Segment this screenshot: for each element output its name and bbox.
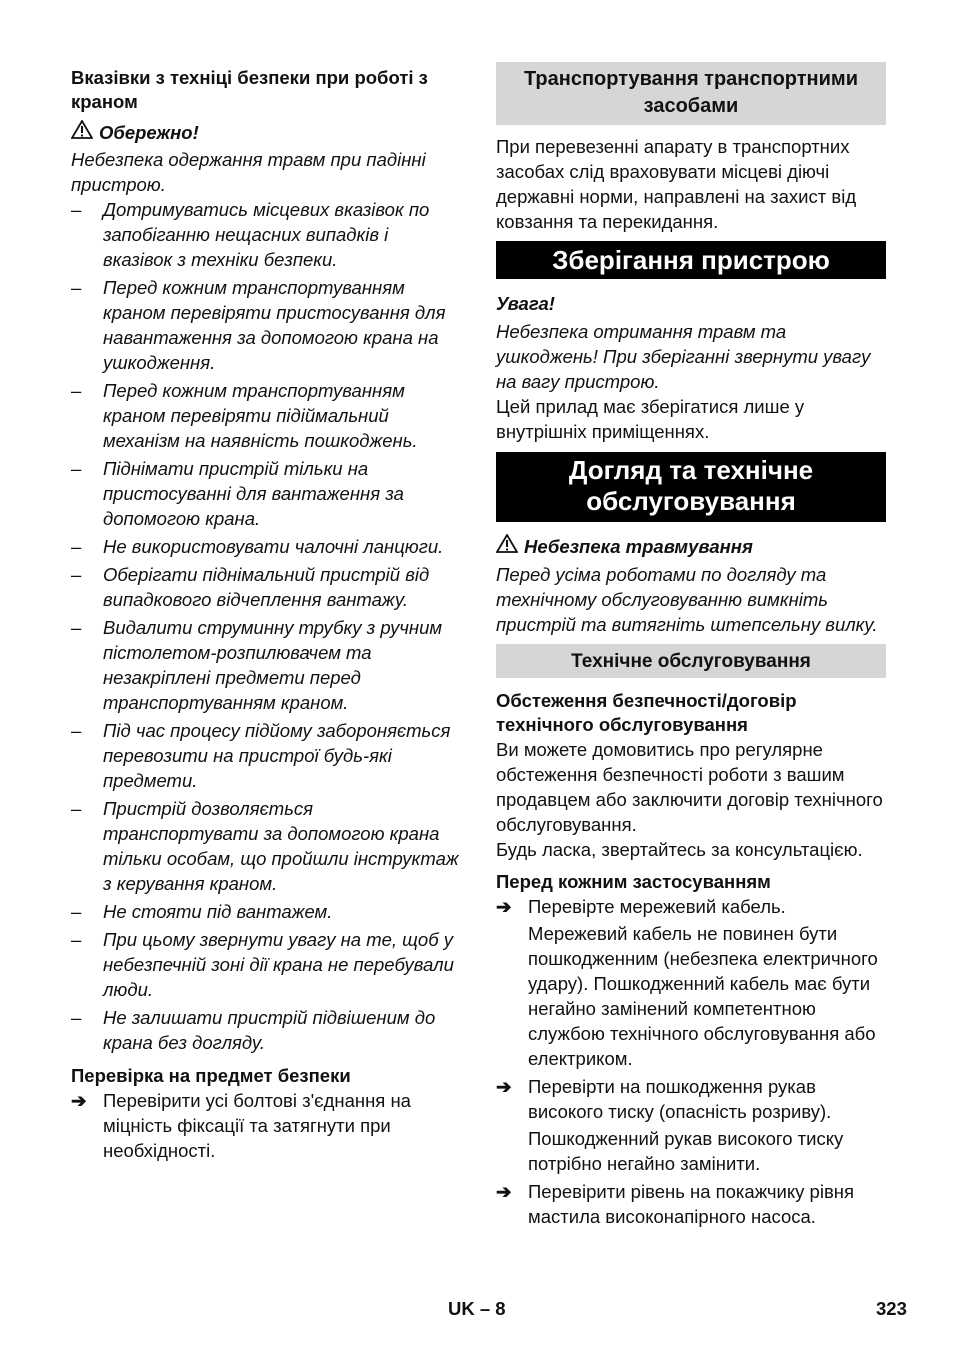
before-use-list xyxy=(496,894,886,1229)
before-use-heading: Перед кожним застосуванням xyxy=(496,871,771,892)
list-item xyxy=(71,927,461,1002)
transport-text: При перевезенні апарату в транспортних засобах слід враховувати місцеві діючі державні норми, направлені на захист від ковзання та перекидання. xyxy=(496,136,857,232)
safety-check-heading: Перевірка на предмет безпеки xyxy=(71,1065,351,1086)
safety-check-list xyxy=(71,1088,461,1163)
arrow-right-icon: ➔ xyxy=(496,1181,512,1202)
step-text: Перевірте мережевий кабель. xyxy=(528,896,786,917)
list-item-text: Піднімати пристрій тільки на пристосуванні для вантаження за допомогою крана. xyxy=(103,458,404,529)
list-item-text: Не використовувати чалочні ланцюги. xyxy=(103,536,444,557)
dash-bullet: – xyxy=(71,901,82,922)
list-item xyxy=(71,615,461,715)
step-detail: Пошкодженний рукав високого тиску потрібно негайно замінити. xyxy=(528,1128,844,1174)
step-detail: Мережевий кабель не повинен бути пошкодженним (небезпека електричного удару). Пошкодженний кабель має бути негайно замінений компетентною службою технічного обслуговування або електриком. xyxy=(528,923,878,1069)
caution-text: Небезпека одержання травм при падінні пристрою. xyxy=(71,149,426,195)
list-item xyxy=(71,1005,461,1055)
crane-safety-heading: Вказівки з техніці безпеки при роботі з краном xyxy=(71,67,428,112)
storage-heading: Зберігання пристрою xyxy=(496,241,886,279)
dash-bullet: – xyxy=(71,380,82,401)
list-item xyxy=(71,718,461,793)
dash-bullet: – xyxy=(71,617,82,638)
list-item xyxy=(71,456,461,531)
care-heading: Догляд та технічне обслуговування xyxy=(496,452,886,522)
dash-bullet: – xyxy=(71,536,82,557)
left-column xyxy=(71,62,461,1163)
dash-bullet: – xyxy=(71,798,82,819)
step-text: Перевірти на пошкодження рукав високого тиску (опасність розриву). xyxy=(528,1076,832,1122)
page-footer-label: UK – 8 xyxy=(448,1298,506,1319)
dash-bullet: – xyxy=(71,277,82,298)
arrow-right-icon: ➔ xyxy=(496,1076,512,1097)
list-item xyxy=(71,197,461,272)
list-item-text: Перед кожним транспортуванням краном перевіряти пристосування для навантаження за допомогою крана на ушкодження. xyxy=(103,277,446,373)
page-number: 323 xyxy=(876,1298,907,1319)
transport-heading: Транспортування транспортними засобами xyxy=(496,62,886,125)
dash-bullet: – xyxy=(71,564,82,585)
list-item-text: Під час процесу підйому забороняється перевозити на пристрої будь-які предмети. xyxy=(103,720,451,791)
list-item-text: Видалити струминну трубку з ручним пістолетом-розпилювачем та незакріплені предмети перед транспортуванням краном. xyxy=(103,617,443,713)
list-item xyxy=(71,899,461,924)
storage-text: Цей прилад має зберігатися лише у внутрішніх приміщеннях. xyxy=(496,396,805,442)
list-item xyxy=(71,562,461,612)
list-item xyxy=(71,378,461,453)
safety-inspection-text-2: Будь ласка, звертайтесь за консультацією. xyxy=(496,839,863,860)
list-item xyxy=(496,1179,886,1229)
injury-line xyxy=(496,534,886,559)
caution-label: Обережно! xyxy=(99,122,199,143)
list-item xyxy=(71,534,461,559)
dash-bullet: – xyxy=(71,199,82,220)
dash-bullet: – xyxy=(71,720,82,741)
list-item-text: Пристрій дозволяється транспортувати за допомогою крана тільки особам, що пройшли інструктаж з керування краном. xyxy=(103,798,459,894)
step-text: Перевірити рівень на покажчику рівня мастила високонапірного насоса. xyxy=(528,1181,855,1227)
safety-inspection-text: Ви можете домовитись про регулярне обстеження безпечності роботи з вашим продавцем або заключити договір технічного обслуговування. xyxy=(496,739,883,835)
list-item-text: Не залишати пристрій підвішеним до крана без догляду. xyxy=(103,1007,436,1053)
list-item-text: Перед кожним транспортуванням краном перевіряти підіймальний механізм на наявність пошкоджень. xyxy=(103,380,418,451)
dash-bullet: – xyxy=(71,1007,82,1028)
list-item xyxy=(71,796,461,896)
attention-text: Небезпека отримання травм та ушкоджень! При зберіганні звернути увагу на вагу пристрою. xyxy=(496,321,871,392)
list-item-text: При цьому звернути увагу на те, щоб у небезпечній зоні дії крана не перебували люди. xyxy=(103,929,454,1000)
maintenance-heading: Технічне обслуговування xyxy=(496,644,886,678)
crane-safety-list xyxy=(71,197,461,1055)
arrow-right-icon: ➔ xyxy=(71,1090,87,1111)
attention-label: Увага! xyxy=(496,293,555,314)
warning-triangle-icon xyxy=(71,120,93,145)
safety-inspection-heading: Обстеження безпечності/договір технічного обслуговування xyxy=(496,690,797,735)
injury-text: Перед усіма роботами по догляду та технічному обслуговуванню вимкніть пристрій та витягніть штепсельну вилку. xyxy=(496,564,878,635)
list-item xyxy=(496,894,886,1071)
injury-label: Небезпека травмування xyxy=(524,536,753,557)
arrow-right-icon: ➔ xyxy=(496,896,512,917)
list-item xyxy=(71,275,461,375)
list-item-text: Не стояти під вантажем. xyxy=(103,901,333,922)
list-item-text: Оберігати піднімальний пристрій від випадкового відчеплення вантажу. xyxy=(103,564,430,610)
list-item xyxy=(71,1088,461,1163)
list-item xyxy=(496,1074,886,1176)
dash-bullet: – xyxy=(71,458,82,479)
dash-bullet: – xyxy=(71,929,82,950)
warning-triangle-icon xyxy=(496,534,518,559)
list-item-text: Дотримуватись місцевих вказівок по запобіганню нещасних випадків і вказівок з техніки безпеки. xyxy=(103,199,430,270)
safety-check-item: Перевірити усі болтові з'єднання на міцність фіксації та затягнути при необхідності. xyxy=(103,1090,411,1161)
caution-line xyxy=(71,120,461,145)
right-column xyxy=(496,62,886,1232)
